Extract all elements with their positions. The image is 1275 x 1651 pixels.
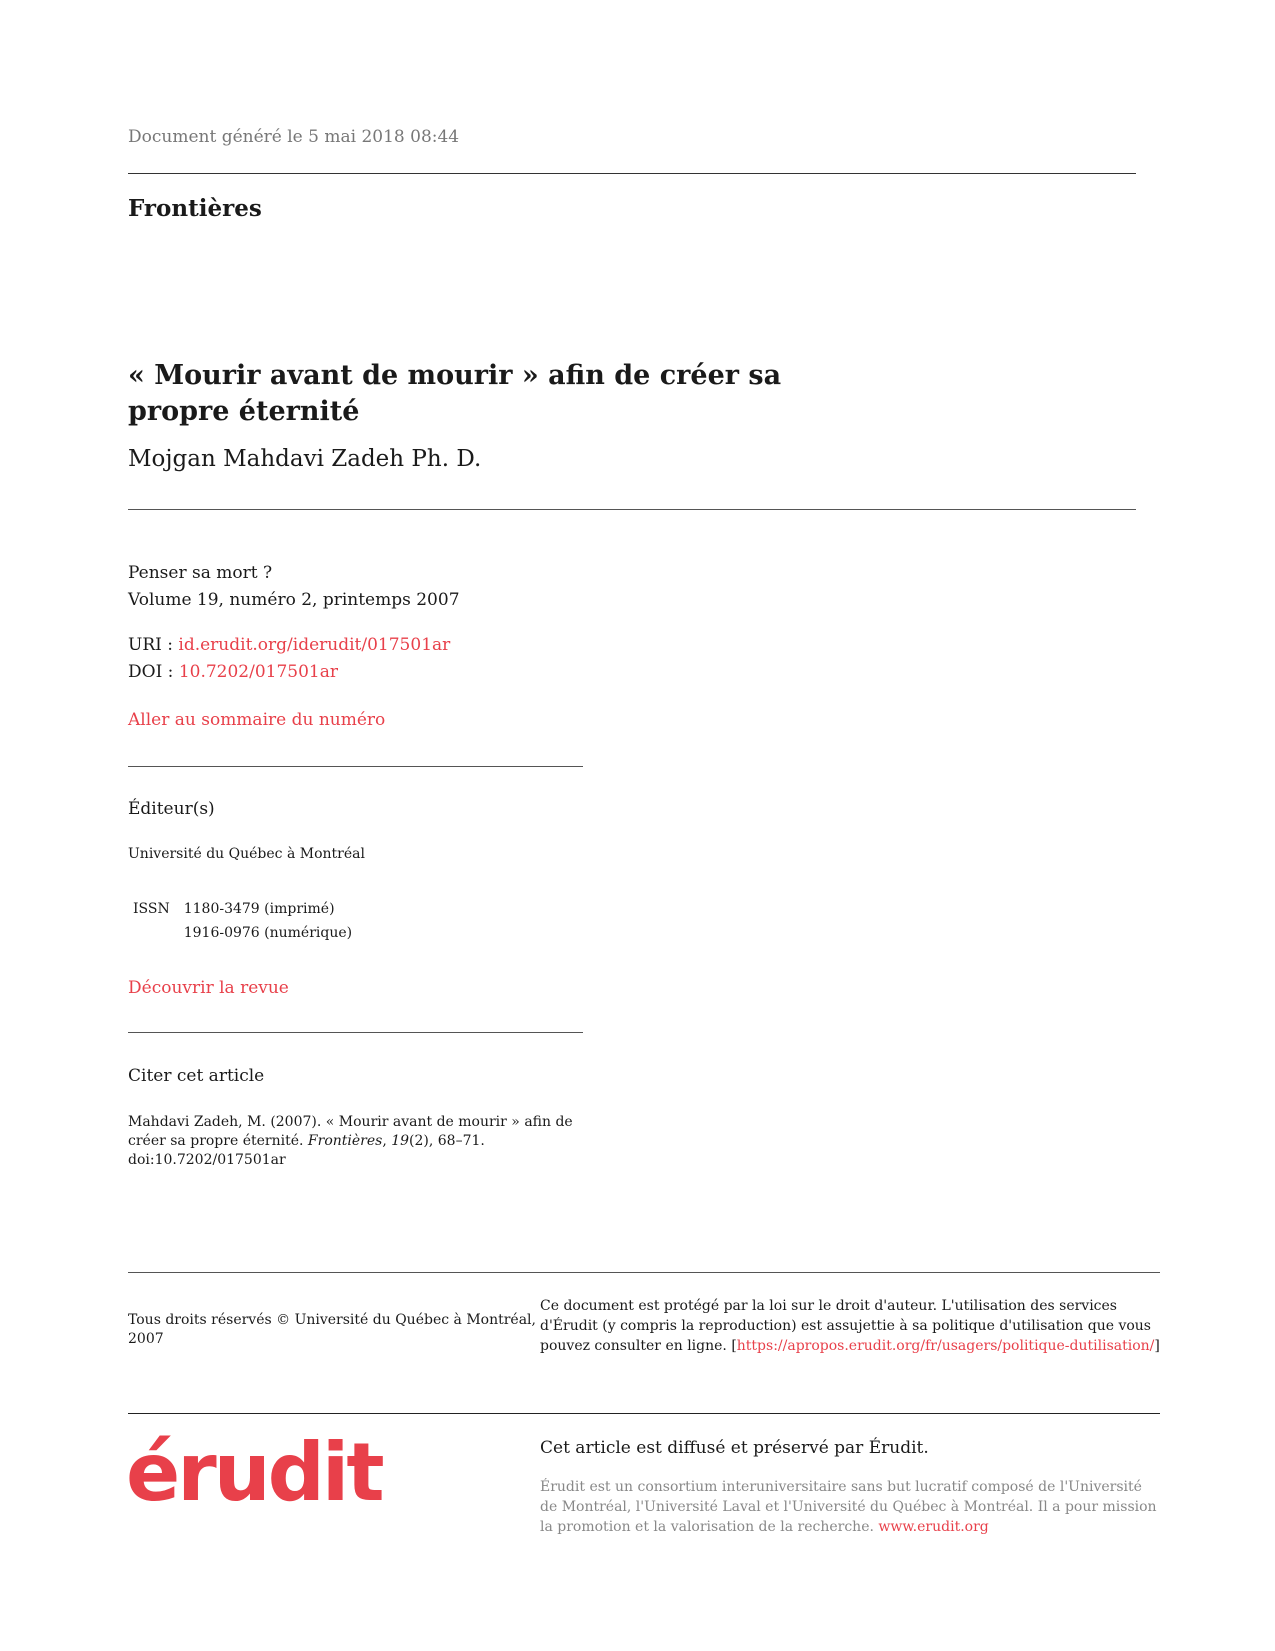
discover-journal-link[interactable]: Découvrir la revue <box>128 978 289 998</box>
issn-values <box>184 897 352 945</box>
journal-title: Frontières <box>128 195 262 222</box>
citation-journal: Frontières <box>307 1133 383 1149</box>
uri-row <box>128 632 450 659</box>
publisher-name: Université du Québec à Montréal <box>128 846 365 862</box>
erudit-logo[interactable] <box>126 1426 382 1522</box>
identifiers <box>128 632 450 686</box>
issue-volume: Volume 19, numéro 2, printemps 2007 <box>128 590 460 610</box>
issn-digital: 1916-0976 (numérique) <box>183 925 353 941</box>
citation-heading: Citer cet article <box>128 1066 265 1086</box>
erudit-logo-text: érudit <box>126 1426 382 1519</box>
issue-theme: Penser sa mort ? <box>128 563 273 583</box>
divider <box>128 1032 583 1033</box>
divider <box>128 1413 1160 1414</box>
divider <box>128 509 1136 510</box>
consortium-description: Érudit est un consortium interuniversitaire sans but lucratif composé de l'Université de Montréal, l'Université Laval et l'Université du Québec à Montréal. Il a pour mission la promotion et la valorisation de la recherche. www.erudit.org <box>540 1479 1157 1535</box>
divider <box>128 173 1136 174</box>
divider <box>128 1272 1160 1273</box>
uri-label: URI : <box>128 635 179 655</box>
issn-print: 1180-3479 (imprimé) <box>183 901 335 917</box>
issn-label: ISSN <box>133 901 170 917</box>
copyright-text: Tous droits réservés © Université du Québec à Montréal, 2007 <box>128 1312 536 1347</box>
toc-link[interactable]: Aller au sommaire du numéro <box>128 710 386 730</box>
copyright-notice: Ce document est protégé par la loi sur le droit d'auteur. L'utilisation des services d'Érudit (y compris la reproduction) est assujettie à sa politique d'utilisation que vous pouvez consulter en ligne. [https://apropos.erudit.org/fr/usagers/politique-dutilisation/] <box>540 1298 1160 1354</box>
article-title: « Mourir avant de mourir » afin de créer sa propre éternité <box>128 360 782 427</box>
article-author: Mojgan Mahdavi Zadeh Ph. D. <box>128 446 482 472</box>
doi-link[interactable]: 10.7202/017501ar <box>178 662 339 682</box>
issn-block <box>133 897 352 945</box>
citation-volume: 19 <box>391 1133 410 1149</box>
citation-text: Mahdavi Zadeh, M. (2007). « Mourir avant de mourir » afin de créer sa propre éternité. Frontières, 19(2), 68–71. doi:10.7202/017501ar <box>128 1114 573 1168</box>
publisher-heading: Éditeur(s) <box>128 799 215 819</box>
generation-date: Document généré le 5 mai 2018 08:44 <box>128 127 460 147</box>
doi-label: DOI : <box>128 662 179 682</box>
issue-info <box>128 560 460 614</box>
divider <box>128 766 583 767</box>
doi-row <box>128 659 450 686</box>
uri-link[interactable]: id.erudit.org/iderudit/017501ar <box>178 635 451 655</box>
diffusion-statement: Cet article est diffusé et préservé par Érudit. <box>540 1438 929 1458</box>
erudit-website-link[interactable]: www.erudit.org <box>878 1519 989 1535</box>
policy-link[interactable]: https://apropos.erudit.org/fr/usagers/politique-dutilisation/ <box>736 1338 1155 1354</box>
